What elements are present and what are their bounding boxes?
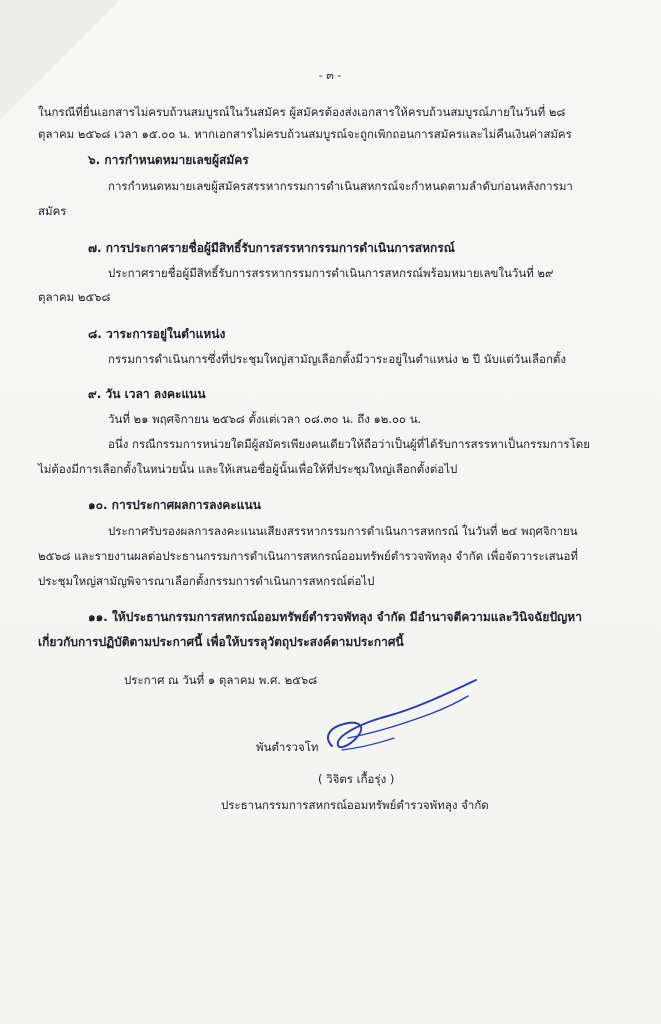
intro-line-1: ในกรณีที่ยื่นเอกสารไม่ครบถ้วนสมบูรณ์ในวันสมัคร ผู้สมัครต้องส่งเอกสารให้ครบถ้วนสมบูรณ์ภายในวันที่ ๒๘: [38, 105, 566, 119]
section-10-heading: ๑๐. การประกาศผลการลงคะแนน: [88, 498, 261, 512]
page-number: - ๓ -: [318, 69, 342, 82]
section-7-line-1: ประกาศรายชื่อผู้มีสิทธิ์รับการสรรหากรรมการดำเนินการสหกรณ์พร้อมหมายเลขในวันที่ ๒๙: [108, 266, 554, 280]
signer-position: ประธานกรรมการสหกรณ์ออมทรัพย์ตำรวจพัทลุง จำกัด: [221, 798, 489, 812]
section-11-line-1: ๑๑. ให้ประธานกรรมการสหกรณ์ออมทรัพย์ตำรวจพัทลุง จำกัด มีอำนาจตีความและวินิจฉัยปัญหา: [88, 610, 582, 624]
section-9-line-3: ไม่ต้องมีการเลือกตั้งในหน่วยนั้น และให้เสนอชื่อผู้นั้นเพื่อให้ที่ประชุมใหญ่เลือกตั้งต่อไป: [38, 462, 458, 476]
section-7-line-2: ตุลาคม ๒๕๖๘: [38, 290, 111, 304]
section-8-heading: ๘. วาระการอยู่ในตำแหน่ง: [88, 327, 226, 341]
signer-name: ( วิจิตร เกื้อรุ่ง ): [318, 772, 395, 786]
page-fold-shadow: [0, 0, 120, 120]
section-10-line-3: ประชุมใหญ่สามัญพิจารณาเลือกตั้งกรรมการดำเนินการสหกรณ์ต่อไป: [38, 574, 375, 588]
section-6-line-2: สมัคร: [38, 204, 67, 218]
section-9-line-2: อนึ่ง กรณีกรรมการหน่วยใดมีผู้สมัครเพียงคนเดียวให้ถือว่าเป็นผู้ที่ได้รับการสรรหาเป็นกรรมการโดย: [108, 437, 590, 451]
section-9-heading: ๙. วัน เวลา ลงคะแนน: [88, 387, 206, 401]
section-11-line-2: เกี่ยวกับการปฏิบัติตามประกาศนี้ เพื่อให้บรรลุวัตถุประสงค์ตามประกาศนี้: [38, 635, 404, 649]
section-8-line-1: กรรมการดำเนินการซึ่งที่ประชุมใหญ่สามัญเลือกตั้งมีวาระอยู่ในตำแหน่ง ๒ ปี นับแต่วันเลือกตั้ง: [108, 352, 566, 366]
section-6-line-1: การกำหนดหมายเลขผู้สมัครสรรหากรรมการดำเนินสหกรณ์จะกำหนดตามลำดับก่อนหลังการมา: [108, 179, 573, 193]
section-10-line-1: ประกาศรับรองผลการลงคะแนนเสียงสรรหากรรมการดำเนินการสหกรณ์ ในวันที่ ๒๔ พฤศจิกายน: [108, 524, 578, 538]
handwritten-signature: [318, 676, 488, 766]
signer-rank: พันตำรวจโท: [256, 740, 319, 754]
section-6-heading: ๖. การกำหนดหมายเลขผู้สมัคร: [88, 153, 249, 167]
announcement-date: ประกาศ ณ วันที่ ๑ ตุลาคม พ.ศ. ๒๕๖๘: [124, 673, 318, 687]
section-9-line-1: วันที่ ๒๑ พฤศจิกายน ๒๕๖๘ ตั้งแต่เวลา ๐๘.๓๐ น. ถึง ๑๒.๐๐ น.: [108, 412, 422, 426]
section-10-line-2: ๒๕๖๘ และรายงานผลต่อประธานกรรมการดำเนินการสหกรณ์ออมทรัพย์ตำรวจพัทลุง จำกัด เพื่อจัดวาระเสนอที่: [38, 549, 579, 563]
section-7-heading: ๗. การประกาศรายชื่อผู้มีสิทธิ์รับการสรรหากรรมการดำเนินการสหกรณ์: [88, 241, 455, 255]
intro-line-2: ตุลาคม ๒๕๖๘ เวลา ๑๕.๐๐ น. หากเอกสารไม่ครบถ้วนสมบูรณ์จะถูกเพิกถอนการสมัครและไม่คืนเงินค่าสมัคร: [38, 127, 572, 141]
